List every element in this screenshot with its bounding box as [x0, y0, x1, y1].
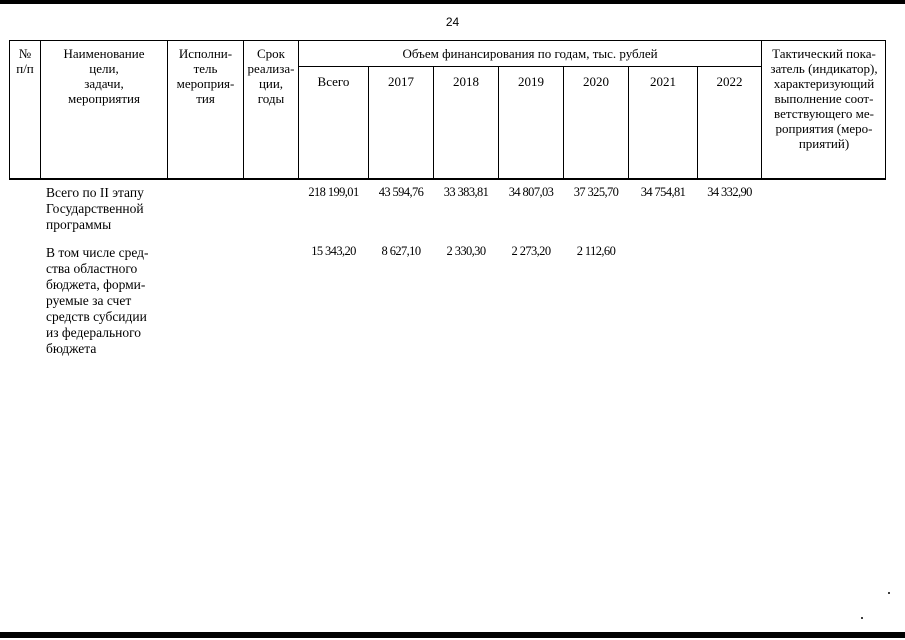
- funding-subheader-divider: [298, 66, 761, 67]
- row-2021-value: 34 754,81: [640, 185, 686, 199]
- header-funding-group: Объем финансирования по годам, тыс. рублей: [402, 46, 658, 61]
- column-divider: [298, 40, 299, 180]
- scan-speck: [888, 592, 890, 594]
- header-term: Срок реализа- ции, годы: [247, 46, 295, 106]
- row-2020-value: 2 112,60: [576, 244, 616, 258]
- row-2017-value: 43 594,76: [378, 185, 424, 199]
- row-name: В том числе сред- ства областного бюджета, форми- руемые за счет средств субсидии из федерального бюджета: [46, 245, 149, 356]
- top-rule: [0, 0, 905, 4]
- header-total: Всего: [317, 74, 350, 89]
- header-2017: 2017: [388, 74, 414, 89]
- row-2019-value: 2 273,20: [511, 244, 551, 258]
- header-name: Наименование цели, задачи, мероприятия: [63, 46, 145, 106]
- header-executor: Исполни- тель мероприя- тия: [176, 46, 235, 106]
- row-2020-value: 37 325,70: [573, 185, 619, 199]
- header-2020: 2020: [583, 74, 609, 89]
- row-2018-value: 33 383,81: [443, 185, 489, 199]
- header-2019: 2019: [518, 74, 544, 89]
- header-2021: 2021: [650, 74, 676, 89]
- header-number: № п/п: [16, 46, 34, 76]
- row-total-value: 15 343,20: [311, 244, 356, 258]
- row-2019-value: 34 807,03: [508, 185, 554, 199]
- row-total-value: 218 199,01: [308, 185, 359, 199]
- header-2022: 2022: [716, 74, 743, 89]
- header-2018: 2018: [453, 74, 479, 89]
- row-2018-value: 2 330,30: [446, 244, 486, 258]
- row-2017-value: 8 627,10: [381, 244, 421, 258]
- row-name: Всего по II этапу Государственной программы: [46, 185, 144, 232]
- page-number: 24: [445, 15, 460, 29]
- row-2022-value: 34 332,90: [707, 185, 752, 199]
- scan-speck: [861, 617, 863, 619]
- bottom-rule: [0, 632, 905, 638]
- header-indicator: Тактический пока- затель (индикатор), характеризующий выполнение соот- ветствующего ме- роприятия (меро- приятий): [770, 46, 878, 151]
